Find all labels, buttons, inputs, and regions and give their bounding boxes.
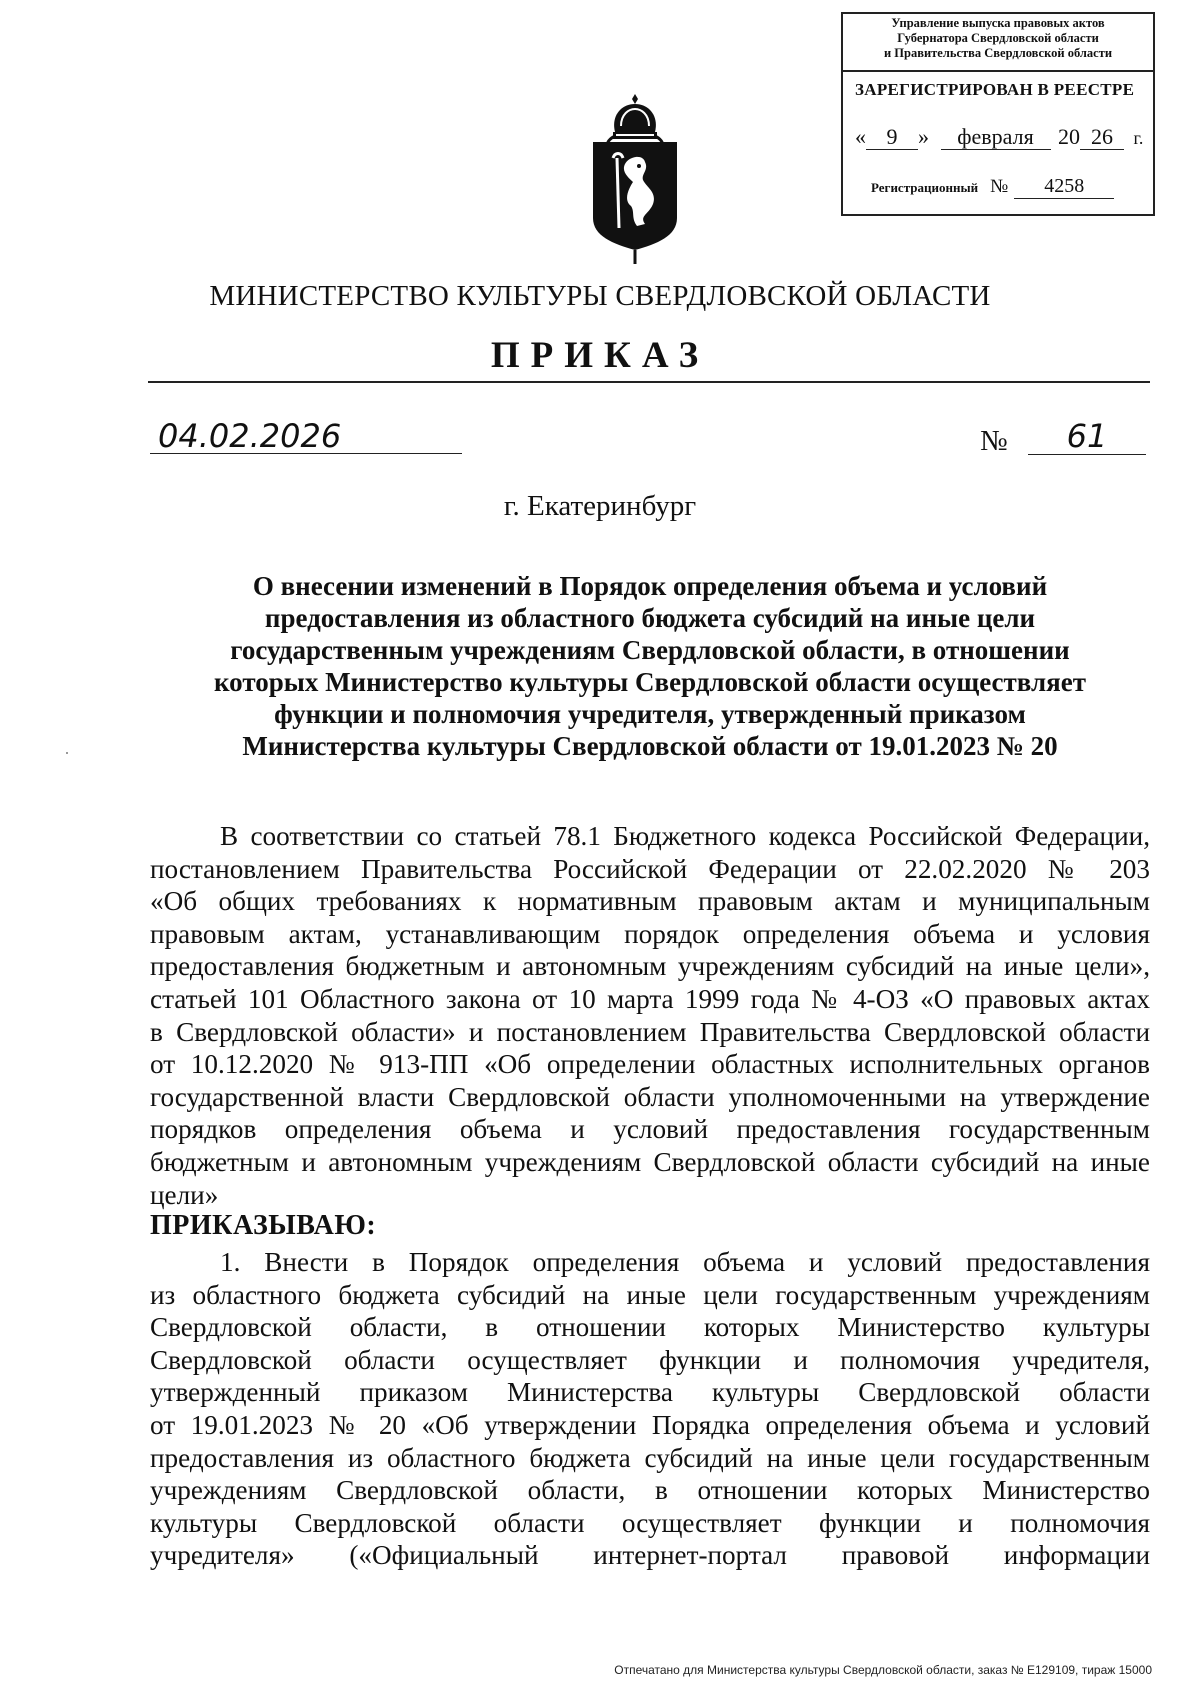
registration-year-unit: г. — [1133, 128, 1144, 148]
preamble-line: правовым актам, устанавливающим порядок определения объема и условия — [150, 918, 1150, 949]
preamble-line: порядков определения объема и условий предоставления государственным — [150, 1114, 1150, 1145]
title-line: государственным учреждениям Свердловской области, в отношении — [230, 635, 1070, 665]
registration-number-sign: № — [990, 176, 1009, 197]
registration-year-suffix: 26 — [1080, 125, 1124, 150]
registration-title: ЗАРЕГИСТРИРОВАН В РЕЕСТРЕ — [855, 80, 1135, 99]
item-1-line: учреждениям Свердловской области, в отношении которых Министерство — [150, 1475, 1150, 1506]
registration-office-line: Управление выпуска правовых актов — [891, 16, 1105, 30]
document-title — [150, 570, 1150, 762]
title-line: функции и полномочия учредителя, утвержденный приказом — [274, 699, 1026, 729]
order-number: 61 — [1028, 418, 1146, 455]
title-line: предоставления из областного бюджета субсидий на иные цели — [264, 603, 1036, 633]
item-1-paragraph — [150, 1246, 1150, 1572]
registration-month: февраля — [941, 125, 1051, 150]
registration-year-prefix: 20 — [1058, 124, 1080, 149]
registration-number: 4258 — [1014, 174, 1114, 199]
date-open-quote: « — [855, 124, 866, 149]
preamble-line: статьей 101 Областного закона от 10 марта 1999 года № 4-ОЗ «О правовых актах — [150, 983, 1150, 1014]
title-line: Министерства культуры Свердловской области от 19.01.2023 № 20 — [242, 731, 1058, 761]
header-rule — [148, 381, 1150, 383]
registration-date — [855, 124, 1143, 150]
preamble-paragraph — [150, 820, 1150, 1211]
preamble-line: постановлением Правительства Российской Федерации от 22.02.2020 № 203 — [150, 853, 1150, 884]
item-1-line: 1. Внести в Порядок определения объема и условий предоставления — [220, 1247, 1150, 1277]
stamp-divider — [843, 70, 1153, 72]
city: г. Екатеринбург — [503, 490, 697, 522]
registration-office-line: и Правительства Свердловской области — [883, 46, 1113, 60]
registration-stamp — [841, 12, 1155, 216]
preamble-line: предоставления бюджетным и автономным учреждениям субсидий на иные цели», — [150, 951, 1150, 982]
registration-number-row — [871, 174, 1114, 199]
document-type: ПРИКАЗ — [490, 335, 710, 376]
preamble-line: государственной власти Свердловской области уполномоченными на утверждение — [150, 1081, 1150, 1112]
preamble-line: цели» — [150, 1179, 219, 1210]
registration-number-label: Регистрационный — [871, 180, 979, 195]
preamble-line: от 10.12.2020 № 913-ПП «Об определении областных исполнительных органов — [150, 1049, 1150, 1080]
coat-of-arms-icon — [585, 88, 685, 264]
order-word: ПРИКАЗЫВАЮ: — [150, 1210, 377, 1241]
date-close-quote: » — [918, 124, 929, 149]
item-1-line: культуры Свердловской области осуществляет функции и полномочия — [150, 1507, 1150, 1538]
item-1-line: утвержденный приказом Министерства культуры Свердловской области — [150, 1377, 1150, 1408]
print-footer: Отпечатано для Министерства культуры Свердловской области, заказ № Е129109, тираж 15000 — [614, 1663, 1152, 1677]
preamble-line: «Об общих требованиях к нормативным правовым актам и муниципальным — [150, 886, 1150, 917]
item-1-line: Свердловской области осуществляет функции и полномочия учредителя, — [150, 1344, 1150, 1375]
order-date: 04.02.2026 — [150, 418, 462, 454]
registration-day: 9 — [866, 125, 918, 150]
item-1-line: из областного бюджета субсидий на иные цели государственным учреждениям — [150, 1279, 1150, 1310]
title-line: О внесении изменений в Порядок определения объема и условий — [252, 571, 1048, 601]
preamble-line: бюджетным и автономным учреждениям Свердловской области субсидий на иные — [150, 1146, 1150, 1177]
registration-office-line: Губернатора Свердловской области — [897, 31, 1099, 45]
preamble-line: В соответствии со статьей 78.1 Бюджетного кодекса Российской Федерации, — [220, 821, 1150, 851]
item-1-line: предоставления из областного бюджета субсидий на иные цели государственным — [150, 1442, 1150, 1473]
order-number-sign: № — [980, 425, 1008, 457]
item-1-line: учредителя» («Официальный интернет-портал правовой информации — [150, 1540, 1150, 1571]
scan-mark — [66, 752, 68, 754]
item-1-line: Свердловской области, в отношении которых Министерство культуры — [150, 1312, 1150, 1343]
ministry-name: МИНИСТЕРСТВО КУЛЬТУРЫ СВЕРДЛОВСКОЙ ОБЛАСТИ — [209, 280, 991, 312]
preamble-line: в Свердловской области» и постановлением Правительства Свердловской области — [150, 1016, 1150, 1047]
item-1-line: от 19.01.2023 № 20 «Об утверждении Порядка определения объема и условий — [150, 1409, 1150, 1440]
title-line: которых Министерство культуры Свердловской области осуществляет — [213, 667, 1087, 697]
registration-office — [843, 16, 1153, 61]
